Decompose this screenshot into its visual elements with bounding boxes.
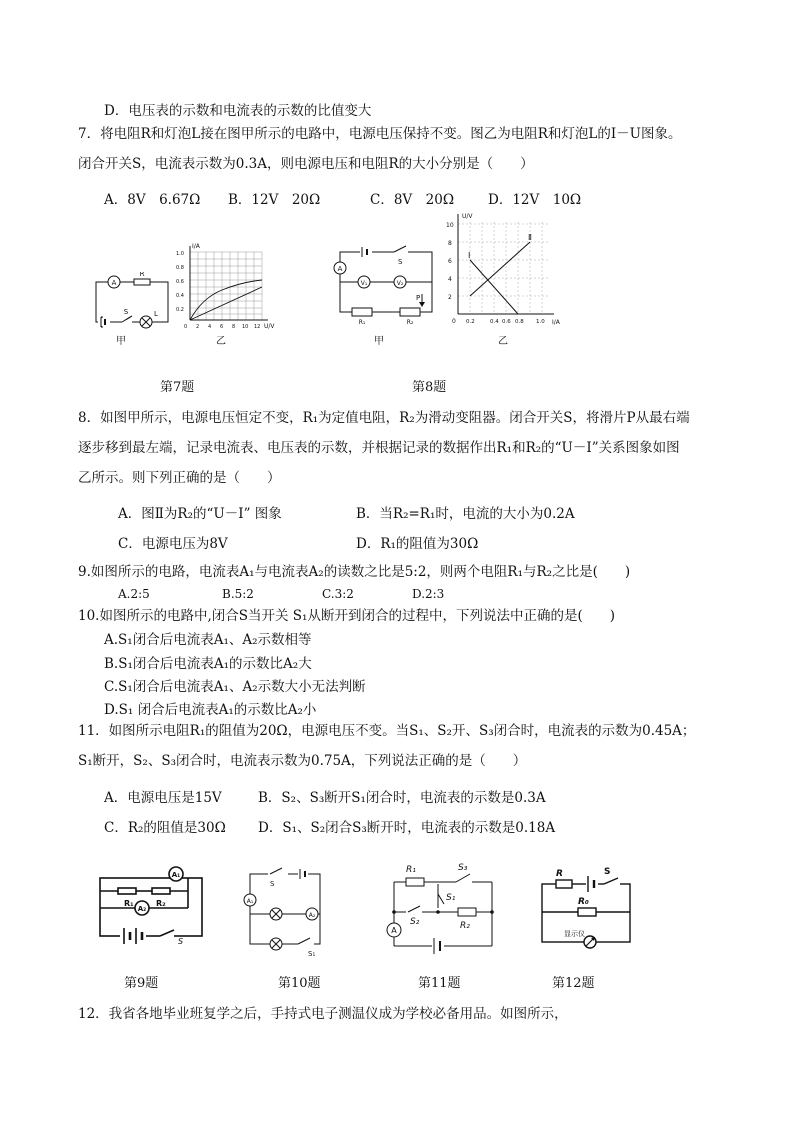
svg-text:S₁: S₁ (446, 893, 456, 903)
svg-text:0.8: 0.8 (515, 319, 524, 325)
q8-stem-line2: 逐步移到最左端，记录电流表、电压表的示数，并根据记录的数据作出R₁和R₂的“U－I”关系图象如图 (78, 440, 680, 456)
svg-text:P: P (416, 294, 421, 302)
svg-text:R₁: R₁ (358, 319, 366, 326)
q7-fig-jia-label: 甲 (116, 336, 126, 347)
q10-option-a: A.S₁闭合后电流表A₁、A₂示数相等 (104, 632, 312, 648)
svg-text:R: R (139, 272, 145, 278)
q11-option-c: C．R₂的阻值是30Ω (104, 820, 226, 836)
svg-text:R₂: R₂ (156, 899, 166, 908)
svg-text:8: 8 (232, 324, 236, 330)
svg-text:0.2: 0.2 (176, 307, 184, 313)
q7-circuit-diagram (88, 272, 180, 344)
svg-text:6: 6 (220, 324, 224, 330)
svg-text:S: S (178, 937, 184, 946)
svg-text:8: 8 (448, 240, 452, 247)
q8-ui-graph (440, 208, 570, 330)
svg-text:R₀: R₀ (578, 897, 589, 907)
svg-text:0.6: 0.6 (502, 319, 511, 325)
q12-caption: 第12题 (552, 976, 595, 991)
q8-circuit-diagram (332, 244, 440, 328)
svg-text:A₁: A₁ (171, 871, 181, 879)
q11-option-a: A．电源电压是15V (104, 790, 222, 806)
q8-fig-yi-label: 乙 (498, 336, 508, 347)
q9-circuit-diagram (92, 862, 210, 946)
svg-text:V₂: V₂ (396, 280, 404, 287)
q11-stem-line1: 11．如图所示电阻R₁的阻值为20Ω，电源电压不变。当S₁、S₂开、S₃闭合时，电流表的示数为0.45A； (78, 723, 696, 739)
q9-option-a: A.2:5 (118, 587, 150, 601)
svg-text:S₃: S₃ (458, 863, 468, 873)
svg-text:0: 0 (184, 324, 188, 330)
q7-fig-yi-label: 乙 (216, 336, 226, 347)
q7-caption: 第7题 (160, 380, 195, 395)
q7-stem-line1: 7．将电阻R和灯泡L接在图甲所示的电路中，电源电压保持不变。图乙为电阻R和灯泡L的I－U图象。 (78, 126, 682, 142)
svg-text:I/A: I/A (552, 319, 560, 326)
svg-text:4: 4 (448, 276, 452, 283)
q10-option-b: B.S₁闭合后电流表A₁的示数比A₂大 (104, 656, 312, 672)
svg-text:R₂: R₂ (460, 921, 470, 931)
svg-text:0: 0 (452, 318, 456, 325)
svg-text:4: 4 (208, 324, 212, 330)
svg-text:10: 10 (446, 222, 454, 229)
svg-text:6: 6 (448, 258, 452, 265)
q7-option-d: D．12V 10Ω (488, 192, 582, 208)
q6-option-d: D．电压表的示数和电流表的示数的比值变大 (104, 103, 372, 119)
q8-option-a: A．图Ⅱ为R₂的“U－I” 图象 (118, 506, 282, 522)
q8-option-d: D．R₁的阻值为30Ω (356, 536, 479, 552)
q10-option-d: D.S₁ 闭合后电流表A₁的示数比A₂小 (104, 702, 317, 718)
svg-text:A: A (337, 265, 343, 273)
q10-caption: 第10题 (278, 976, 321, 991)
svg-text:L: L (154, 310, 158, 318)
q10-stem: 10.如图所示的电路中,闭合S当开关 S₁从断开到闭合的过程中，下列说法中正确的是( ) (78, 608, 615, 624)
svg-text:A: A (111, 279, 117, 287)
q8-fig-jia-label: 甲 (374, 336, 384, 347)
q7-option-b: B．12V 20Ω (228, 192, 321, 208)
q11-circuit-diagram (380, 860, 502, 960)
svg-text:0.6: 0.6 (176, 279, 184, 285)
svg-text:S: S (270, 880, 275, 888)
q9-option-b: B.5:2 (222, 587, 254, 601)
q8-option-b: B．当R₂=R₁时，电流的大小为0.2A (356, 506, 575, 522)
q7-iu-graph (172, 242, 282, 330)
q12-stem: 12．我省各地毕业班复学之后，手持式电子测温仪成为学校必备用品。如图所示， (78, 1006, 568, 1022)
svg-text:2: 2 (196, 324, 200, 330)
svg-text:U/V: U/V (462, 213, 473, 220)
svg-text:R₁: R₁ (406, 865, 416, 875)
q8-caption: 第8题 (412, 380, 447, 395)
svg-text:2: 2 (448, 294, 452, 301)
svg-text:V₁: V₁ (360, 280, 368, 287)
q8-stem-line3: 乙所示。则下列正确的是（ ） (78, 470, 281, 486)
q12-circuit-diagram (534, 862, 640, 952)
svg-text:0.8: 0.8 (176, 265, 184, 271)
svg-text:12: 12 (254, 324, 261, 330)
q9-option-d: D.2:3 (412, 587, 445, 601)
resistor-symbol (134, 279, 150, 285)
q11-option-d: D．S₁、S₂闭合S₃断开时，电流表的示数是0.18A (258, 820, 556, 836)
svg-text:10: 10 (242, 324, 249, 330)
svg-text:R₂: R₂ (406, 319, 414, 326)
svg-text:0.4: 0.4 (176, 293, 184, 299)
svg-text:A₂: A₂ (308, 912, 316, 919)
svg-text:S: S (123, 308, 129, 316)
q11-stem-line2: S₁断开，S₂、S₃闭合时，电流表示数为0.75A，下列说法正确的是（ ） (78, 753, 527, 769)
q7-option-a: A．8V 6.67Ω (104, 192, 201, 208)
q7-option-c: C．8V 20Ω (370, 192, 455, 208)
svg-text:A₂: A₂ (137, 905, 147, 913)
q10-option-c: C.S₁闭合后电流表A₁、A₂示数大小无法判断 (104, 679, 366, 695)
q9-option-c: C.3:2 (322, 587, 354, 601)
q11-caption: 第11题 (418, 976, 461, 991)
svg-text:I: I (468, 251, 471, 260)
svg-text:R₁: R₁ (124, 899, 134, 908)
svg-text:A: A (391, 926, 397, 935)
q9-caption: 第9题 (124, 976, 159, 991)
q8-option-c: C．电源电压为8V (118, 536, 228, 552)
q8-stem-line1: 8．如图甲所示，电源电压恒定不变，R₁为定值电阻，R₂为滑动变阻器。闭合开关S，将滑片P从最右端 (78, 410, 690, 426)
svg-text:0.4: 0.4 (490, 319, 499, 325)
svg-text:1.0: 1.0 (176, 251, 184, 257)
svg-text:0.2: 0.2 (466, 319, 475, 325)
q11-option-b: B．S₂、S₃断开S₁闭合时，电流表的示数是0.3A (258, 790, 546, 806)
svg-text:显示仪: 显示仪 (564, 930, 585, 938)
svg-text:S₁: S₁ (308, 950, 316, 956)
svg-text:S: S (398, 258, 403, 266)
q9-stem: 9.如图所示的电路，电流表A₁与电流表A₂的读数之比是5:2，则两个电阻R₁与R₂之比是( ) (78, 564, 631, 580)
svg-text:Ⅱ: Ⅱ (528, 233, 532, 242)
q7-stem-line2: 闭合开关S，电流表示数为0.3A，则电源电压和电阻R的大小分别是（ ） (78, 156, 534, 172)
svg-text:S: S (604, 867, 611, 877)
svg-text:I/A: I/A (192, 243, 200, 250)
svg-text:R: R (556, 869, 563, 879)
svg-text:1.0: 1.0 (536, 319, 545, 325)
svg-text:U/V: U/V (264, 323, 275, 330)
svg-text:A₁: A₁ (246, 898, 254, 905)
svg-text:S₂: S₂ (410, 917, 420, 927)
q10-circuit-diagram (238, 866, 330, 956)
